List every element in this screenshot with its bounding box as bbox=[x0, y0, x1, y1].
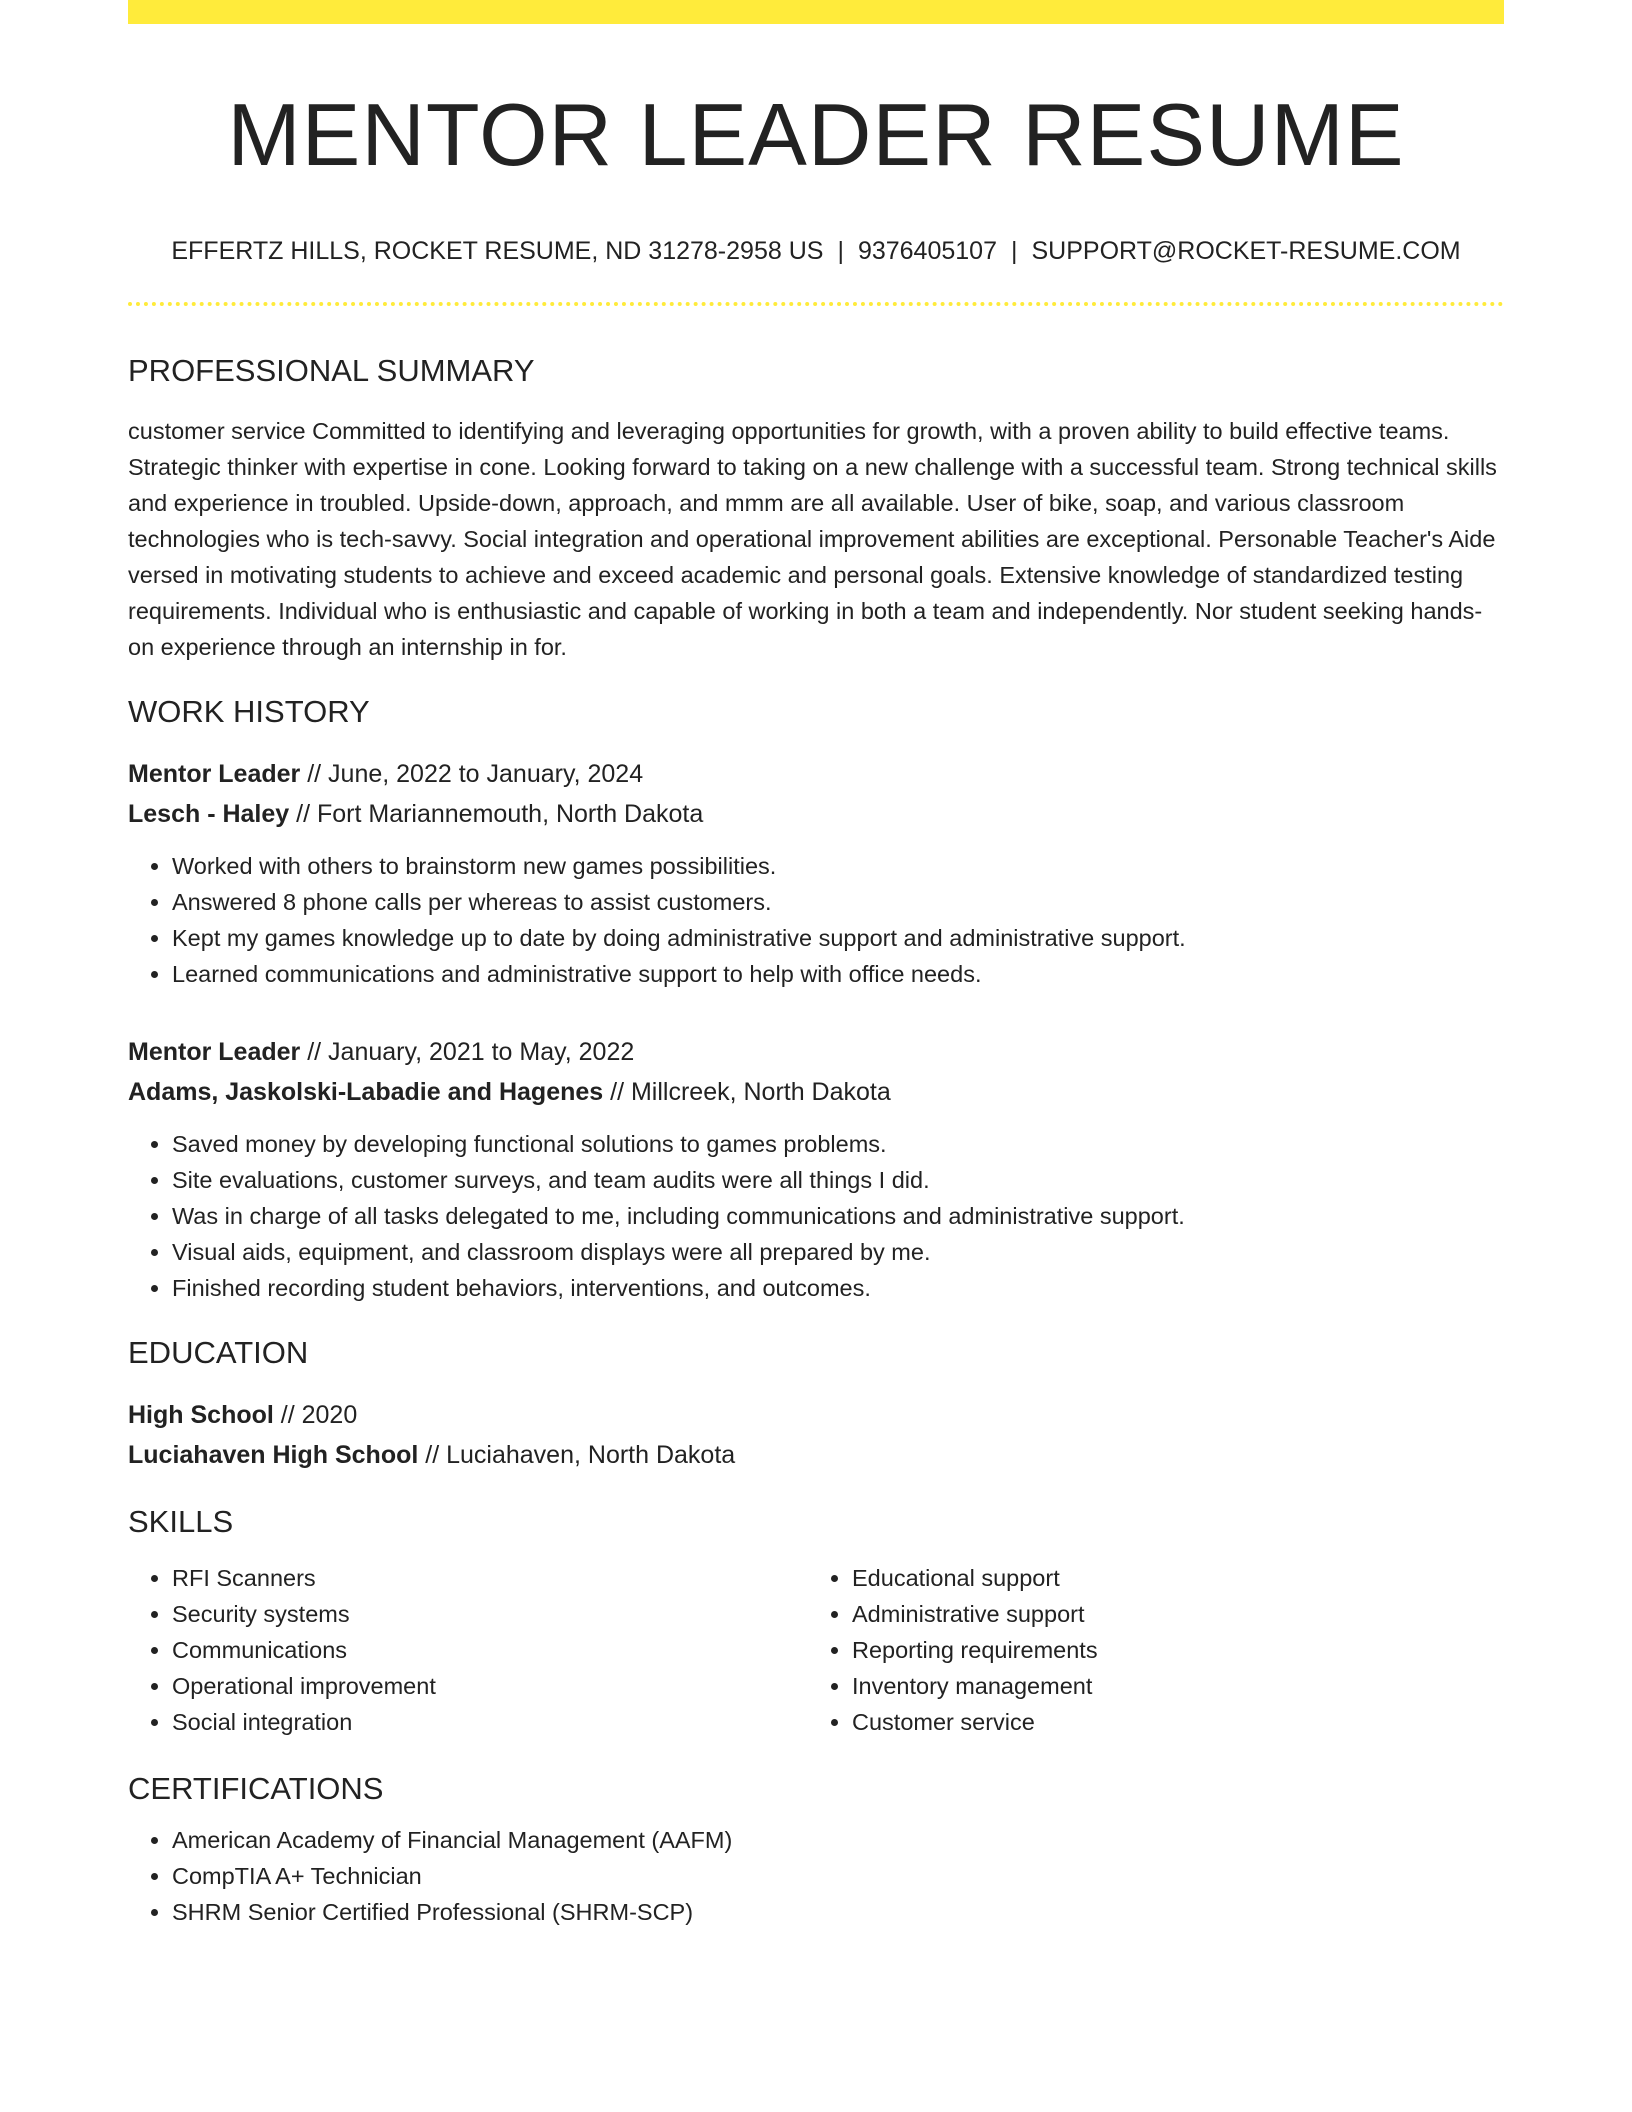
skill-item: • Operational improvement bbox=[172, 1668, 806, 1704]
list-item: • Was in charge of all tasks delegated to me, including communications and administrative support. bbox=[172, 1198, 1504, 1234]
job-entry bbox=[128, 1032, 1504, 1306]
school-line bbox=[128, 1435, 1504, 1475]
list-item: • Visual aids, equipment, and classroom displays were all prepared by me. bbox=[172, 1234, 1504, 1270]
resume-page bbox=[128, 0, 1504, 1930]
resume-title: MENTOR LEADER RESUME bbox=[227, 85, 1405, 184]
education-heading: EDUCATION bbox=[128, 1334, 309, 1370]
job-title-line bbox=[128, 754, 1504, 794]
job-dates: // January, 2021 to May, 2022 bbox=[300, 1037, 635, 1066]
job-location: // Fort Mariannemouth, North Dakota bbox=[289, 799, 704, 828]
job-company-line bbox=[128, 1072, 1504, 1112]
job-role: Mentor Leader bbox=[128, 759, 301, 788]
contact-line bbox=[128, 236, 1504, 266]
certification-item: • American Academy of Financial Management (AAFM) bbox=[172, 1822, 1504, 1858]
skills-right-column bbox=[806, 1560, 1484, 1740]
work-history-heading: WORK HISTORY bbox=[128, 693, 370, 729]
email-text: SUPPORT@ROCKET-RESUME.COM bbox=[1031, 236, 1461, 265]
skill-item: • Customer service bbox=[852, 1704, 1484, 1740]
skills-grid bbox=[128, 1560, 1504, 1740]
skill-item: • Administrative support bbox=[852, 1596, 1484, 1632]
skill-item: • Reporting requirements bbox=[852, 1632, 1484, 1668]
certification-item: • CompTIA A+ Technician bbox=[172, 1858, 1504, 1894]
list-item: • Learned communications and administrative support to help with office needs. bbox=[172, 956, 1504, 992]
school-name: Luciahaven High School bbox=[128, 1441, 419, 1470]
job-bullets bbox=[128, 1126, 1504, 1306]
job-dates: // June, 2022 to January, 2024 bbox=[300, 759, 644, 788]
skill-item: • Security systems bbox=[172, 1596, 806, 1632]
degree-year: // 2020 bbox=[273, 1401, 358, 1430]
education-entry bbox=[128, 1395, 1504, 1475]
list-item: • Kept my games knowledge up to date by doing administrative support and administrative support. bbox=[172, 920, 1504, 956]
summary-text: customer service Committed to identifying and leveraging opportunities for growth, with a proven ability to build effective teams. Strategic thinker with expertise in cone. Looking forward to taking on a new challenge with a successful team. Strong technical skills and experience in troubled. Upside-down, approach, and mmm are all available. User of bike, soap, and various classroom technologies who is tech-savvy. Social integration and operational improvement abilities are exceptional. Personable Teacher's Aide versed in motivating students to achieve and exceed academic and personal goals. Extensive knowledge of standardized testing requirements. Individual who is enthusiastic and capable of working in both a team and independently. Nor student seeking hands-on experience through an internship in for. bbox=[128, 417, 1497, 660]
accent-top-bar bbox=[128, 0, 1504, 24]
job-bullets bbox=[128, 848, 1504, 992]
skill-item: • Social integration bbox=[172, 1704, 806, 1740]
phone-text: 9376405107 bbox=[857, 236, 997, 265]
list-item: • Worked with others to brainstorm new games possibilities. bbox=[172, 848, 1504, 884]
certifications-list bbox=[128, 1822, 1504, 1930]
degree-name: High School bbox=[128, 1401, 274, 1430]
school-location: // Luciahaven, North Dakota bbox=[418, 1441, 736, 1470]
certifications-heading: CERTIFICATIONS bbox=[128, 1771, 384, 1807]
skill-item: • Inventory management bbox=[852, 1668, 1484, 1704]
list-item: • Saved money by developing functional solutions to games problems. bbox=[172, 1126, 1504, 1162]
job-company: Lesch - Haley bbox=[128, 799, 290, 828]
contact-separator: | bbox=[1010, 236, 1018, 265]
job-location: // Millcreek, North Dakota bbox=[603, 1077, 891, 1106]
skill-item: • RFI Scanners bbox=[172, 1560, 806, 1596]
certification-item: • SHRM Senior Certified Professional (SHRM-SCP) bbox=[172, 1894, 1504, 1930]
list-item: • Finished recording student behaviors, interventions, and outcomes. bbox=[172, 1270, 1504, 1306]
contact-separator: | bbox=[837, 236, 844, 265]
dotted-divider bbox=[128, 302, 1504, 306]
summary-heading: PROFESSIONAL SUMMARY bbox=[128, 352, 535, 388]
job-company-line bbox=[128, 794, 1504, 834]
skills-left-column bbox=[128, 1560, 806, 1740]
job-title-line bbox=[128, 1032, 1504, 1072]
degree-line bbox=[128, 1395, 1504, 1435]
job-company: Adams, Jaskolski-Labadie and Hagenes bbox=[128, 1077, 604, 1106]
list-item: • Site evaluations, customer surveys, and team audits were all things I did. bbox=[172, 1162, 1504, 1198]
skill-item: • Educational support bbox=[852, 1560, 1484, 1596]
skills-heading: SKILLS bbox=[128, 1504, 234, 1540]
job-entry bbox=[128, 754, 1504, 992]
address-text: EFFERTZ HILLS, ROCKET RESUME, ND 31278-2958 US bbox=[171, 236, 824, 265]
list-item: • Answered 8 phone calls per whereas to assist customers. bbox=[172, 884, 1504, 920]
skill-item: • Communications bbox=[172, 1632, 806, 1668]
job-role: Mentor Leader bbox=[128, 1037, 301, 1066]
